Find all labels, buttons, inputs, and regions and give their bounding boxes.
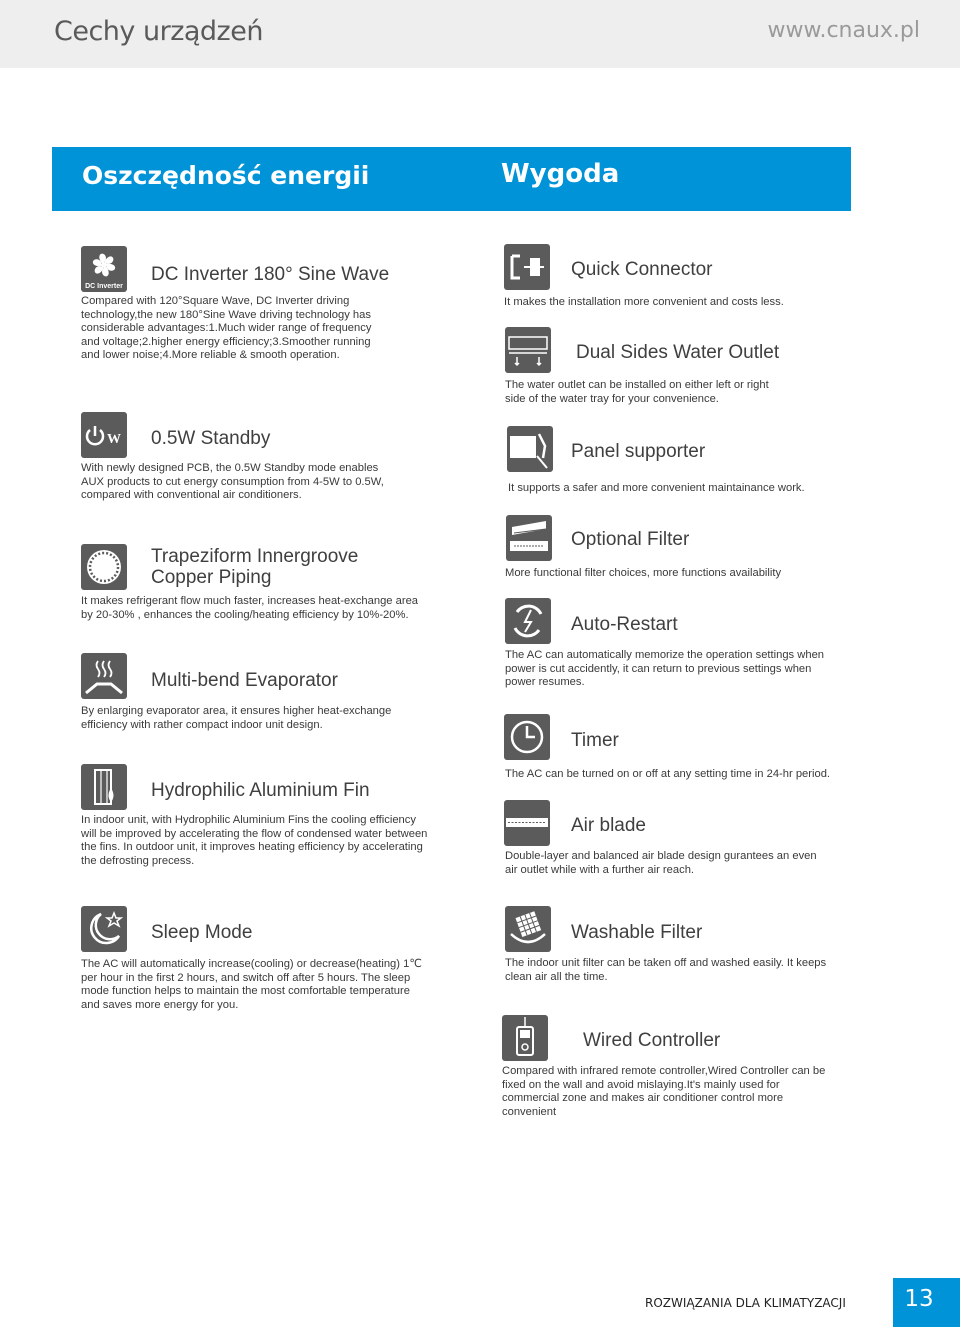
feature-title: Washable Filter: [571, 922, 703, 943]
footer-label: ROZWIĄZANIA DLA KLIMATYZACJI: [645, 1296, 846, 1310]
feature-title: Air blade: [571, 815, 646, 836]
feature-description: Compared with infrared remote controller,Wired Controller can be fixed on the wall and avoid mislaying.It's mainly used for commercial zone and makes air conditioner control more convenient: [502, 1065, 826, 1118]
feature-title: DC Inverter 180° Sine Wave: [151, 264, 390, 285]
feature-description: By enlarging evaporator area, it ensures higher heat-exchange efficiency with rather compact indoor unit design.: [81, 705, 392, 731]
optional-filter-icon: [506, 515, 552, 561]
page-number-box: [893, 1278, 960, 1327]
feature-description: In indoor unit, with Hydrophilic Aluminium Fins the cooling efficiency will be improved by accelerating the flow of condensed water between the fins. In outdoor unit, it improves heating efficiency by accelerating the defrosting precess.: [81, 814, 428, 867]
aluminium-fin-icon: [81, 764, 127, 810]
feature-title: Auto-Restart: [571, 614, 678, 635]
feature-description: It supports a safer and more convenient maintainance work.: [508, 482, 805, 494]
copper-pipe-icon: [81, 544, 127, 590]
banner-convenience: Wygoda: [501, 159, 620, 189]
feature-title: 0.5W Standby: [151, 428, 271, 449]
feature-description: With newly designed PCB, the 0.5W Standby mode enables AUX products to cut energy consumption from 4-5W to 0.5W, compared with conventional air conditioners.: [81, 462, 384, 502]
feature-description: Compared with 120°Square Wave, DC Inverter driving technology,the new 180°Sine Wave driving technology has considerable advantages:1.Much wider range of frequency and voltage;2.higher energy efficiency;3.Smoother running and lower noise;4.More reliable & smooth operation.: [81, 295, 372, 362]
feature-title: Dual Sides Water Outlet: [576, 342, 780, 363]
panel-supporter-icon: [507, 426, 553, 472]
feature-description: The AC can automatically memorize the operation settings when power is cut accidently, it can return to previous settings when power resumes.: [505, 649, 825, 689]
feature-title: Multi-bend Evaporator: [151, 670, 338, 691]
timer-clock-icon: [504, 714, 550, 760]
website-url[interactable]: www.cnaux.pl: [767, 18, 920, 43]
power-standby-icon: [81, 412, 127, 458]
svg-text:W: W: [107, 432, 121, 447]
section-banner: [52, 147, 851, 211]
feature-description: More functional filter choices, more functions availability: [505, 567, 782, 579]
page-header: [0, 0, 960, 68]
feature-description: It makes refrigerant flow much faster, increases heat-exchange area by 20-30% , enhances the cooling/heating efficiency by 10%-20%.: [81, 595, 419, 621]
auto-restart-icon: [505, 598, 551, 644]
feature-title: Panel supporter: [571, 441, 706, 462]
icon-label: DC Inverter: [85, 283, 123, 290]
feature-title: Timer: [571, 730, 619, 751]
feature-title: Optional Filter: [571, 529, 690, 550]
feature-description: It makes the installation more convenient and costs less.: [504, 296, 784, 308]
feature-description: Double-layer and balanced air blade design gurantees an even air outlet while with a further air reach.: [505, 850, 817, 876]
feature-title: Wired Controller: [583, 1030, 721, 1051]
evaporator-icon: [81, 653, 127, 699]
quick-connector-icon: [504, 244, 550, 290]
feature-description: The indoor unit filter can be taken off and washed easily. It keeps clean air all the time.: [505, 957, 827, 983]
dc-inverter-fan-icon: [81, 246, 127, 292]
wired-controller-icon: [502, 1015, 548, 1061]
feature-description: The AC will automatically increase(cooling) or decrease(heating) 1℃ per hour in the first 2 hours, and switch off after 5 hours. The sleep mode function helps to maintain the most comfortable temperature and saves more energy for you.: [81, 958, 422, 1011]
feature-description: The AC can be turned on or off at any setting time in 24-hr period.: [505, 768, 831, 780]
washable-filter-icon: [505, 906, 551, 952]
feature-title: Sleep Mode: [151, 922, 253, 943]
page-number: 13: [904, 1286, 934, 1312]
feature-title: Hydrophilic Aluminium Fin: [151, 780, 370, 801]
banner-energy-saving: Oszczędność energii: [82, 161, 370, 190]
air-blade-icon: [504, 800, 550, 846]
feature-title: Trapeziform Innergroove Copper Piping: [151, 546, 359, 588]
feature-title: Quick Connector: [571, 259, 713, 280]
water-outlet-icon: [505, 327, 551, 373]
page-title: Cechy urządzeń: [54, 16, 263, 47]
feature-description: The water outlet can be installed on either left or right side of the water tray for your convenience.: [505, 379, 769, 405]
sleep-moon-icon: [81, 906, 127, 952]
